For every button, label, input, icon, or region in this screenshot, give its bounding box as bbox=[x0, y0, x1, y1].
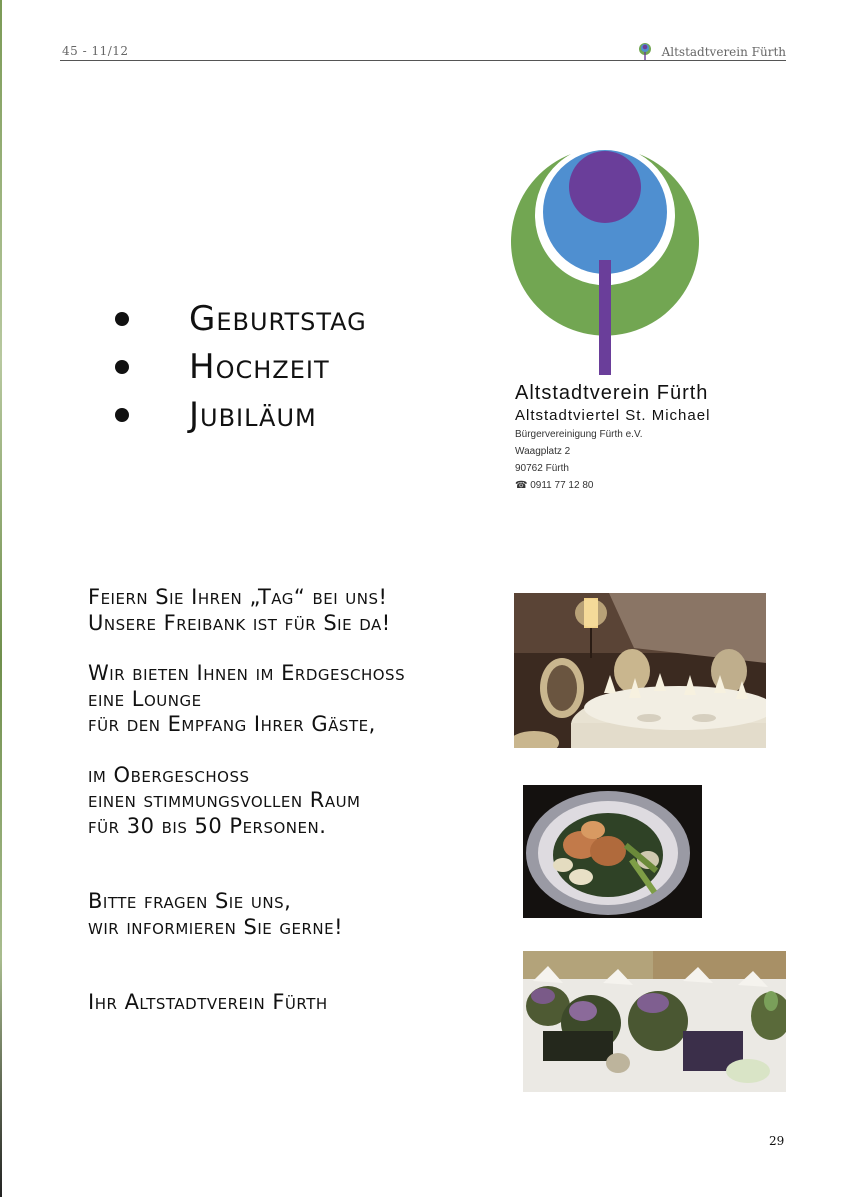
occasion-wedding: Hochzeit bbox=[189, 347, 330, 387]
occasion-anniversary: Jubiläum bbox=[189, 395, 317, 435]
text-line: wir informieren Sie gerne! bbox=[88, 914, 344, 939]
text-line: eine Lounge bbox=[88, 686, 202, 711]
list-item bbox=[115, 343, 367, 391]
org-name: Altstadtverein Fürth bbox=[515, 382, 709, 404]
list-item bbox=[115, 391, 367, 439]
food-plate-photo bbox=[523, 785, 702, 918]
text-line: für 30 bis 50 Personen. bbox=[88, 813, 327, 838]
header-divider bbox=[60, 60, 786, 61]
text-line: Unsere Freibank ist für Sie da! bbox=[88, 610, 391, 635]
org-street: Waagplatz 2 bbox=[515, 446, 571, 457]
text-line: Feiern Sie Ihren „Tag“ bei uns! bbox=[88, 585, 388, 609]
header-org-name: Altstadtverein Fürth bbox=[661, 45, 786, 59]
occasion-birthday: Geburtstag bbox=[189, 299, 367, 339]
text-line: Bitte fragen Sie uns, bbox=[88, 889, 292, 913]
org-phone: ☎ 0911 77 12 80 bbox=[515, 480, 594, 491]
org-subtitle: Altstadtviertel St. Michael bbox=[515, 407, 711, 424]
altstadtverein-logo bbox=[511, 150, 699, 375]
text-line: einen stimmungsvollen Raum bbox=[88, 788, 361, 812]
text-line: im Obergeschoss bbox=[88, 762, 250, 787]
org-association: Bürgervereinigung Fürth e.V. bbox=[515, 429, 643, 440]
signature-line: Ihr Altstadtverein Fürth bbox=[88, 990, 328, 1014]
bullet-icon bbox=[115, 408, 129, 422]
list-item bbox=[115, 295, 367, 343]
bullet-icon bbox=[115, 360, 129, 374]
page-number: 29 bbox=[769, 1134, 785, 1148]
invitation-text bbox=[88, 585, 498, 1016]
text-line: für den Empfang Ihrer Gäste, bbox=[88, 712, 376, 736]
org-address-block bbox=[515, 380, 775, 494]
bullet-icon bbox=[115, 312, 129, 326]
running-header bbox=[638, 43, 786, 61]
banquet-room-photo bbox=[514, 593, 766, 748]
org-city: 90762 Fürth bbox=[515, 463, 569, 474]
small-logo-icon bbox=[638, 43, 652, 61]
page-edge bbox=[0, 0, 2, 1197]
table-decoration-photo bbox=[523, 951, 786, 1092]
text-line: Wir bieten Ihnen im Erdgeschoss bbox=[88, 661, 406, 685]
occasion-list bbox=[115, 295, 367, 439]
issue-number: 45 - 11/12 bbox=[62, 44, 129, 58]
